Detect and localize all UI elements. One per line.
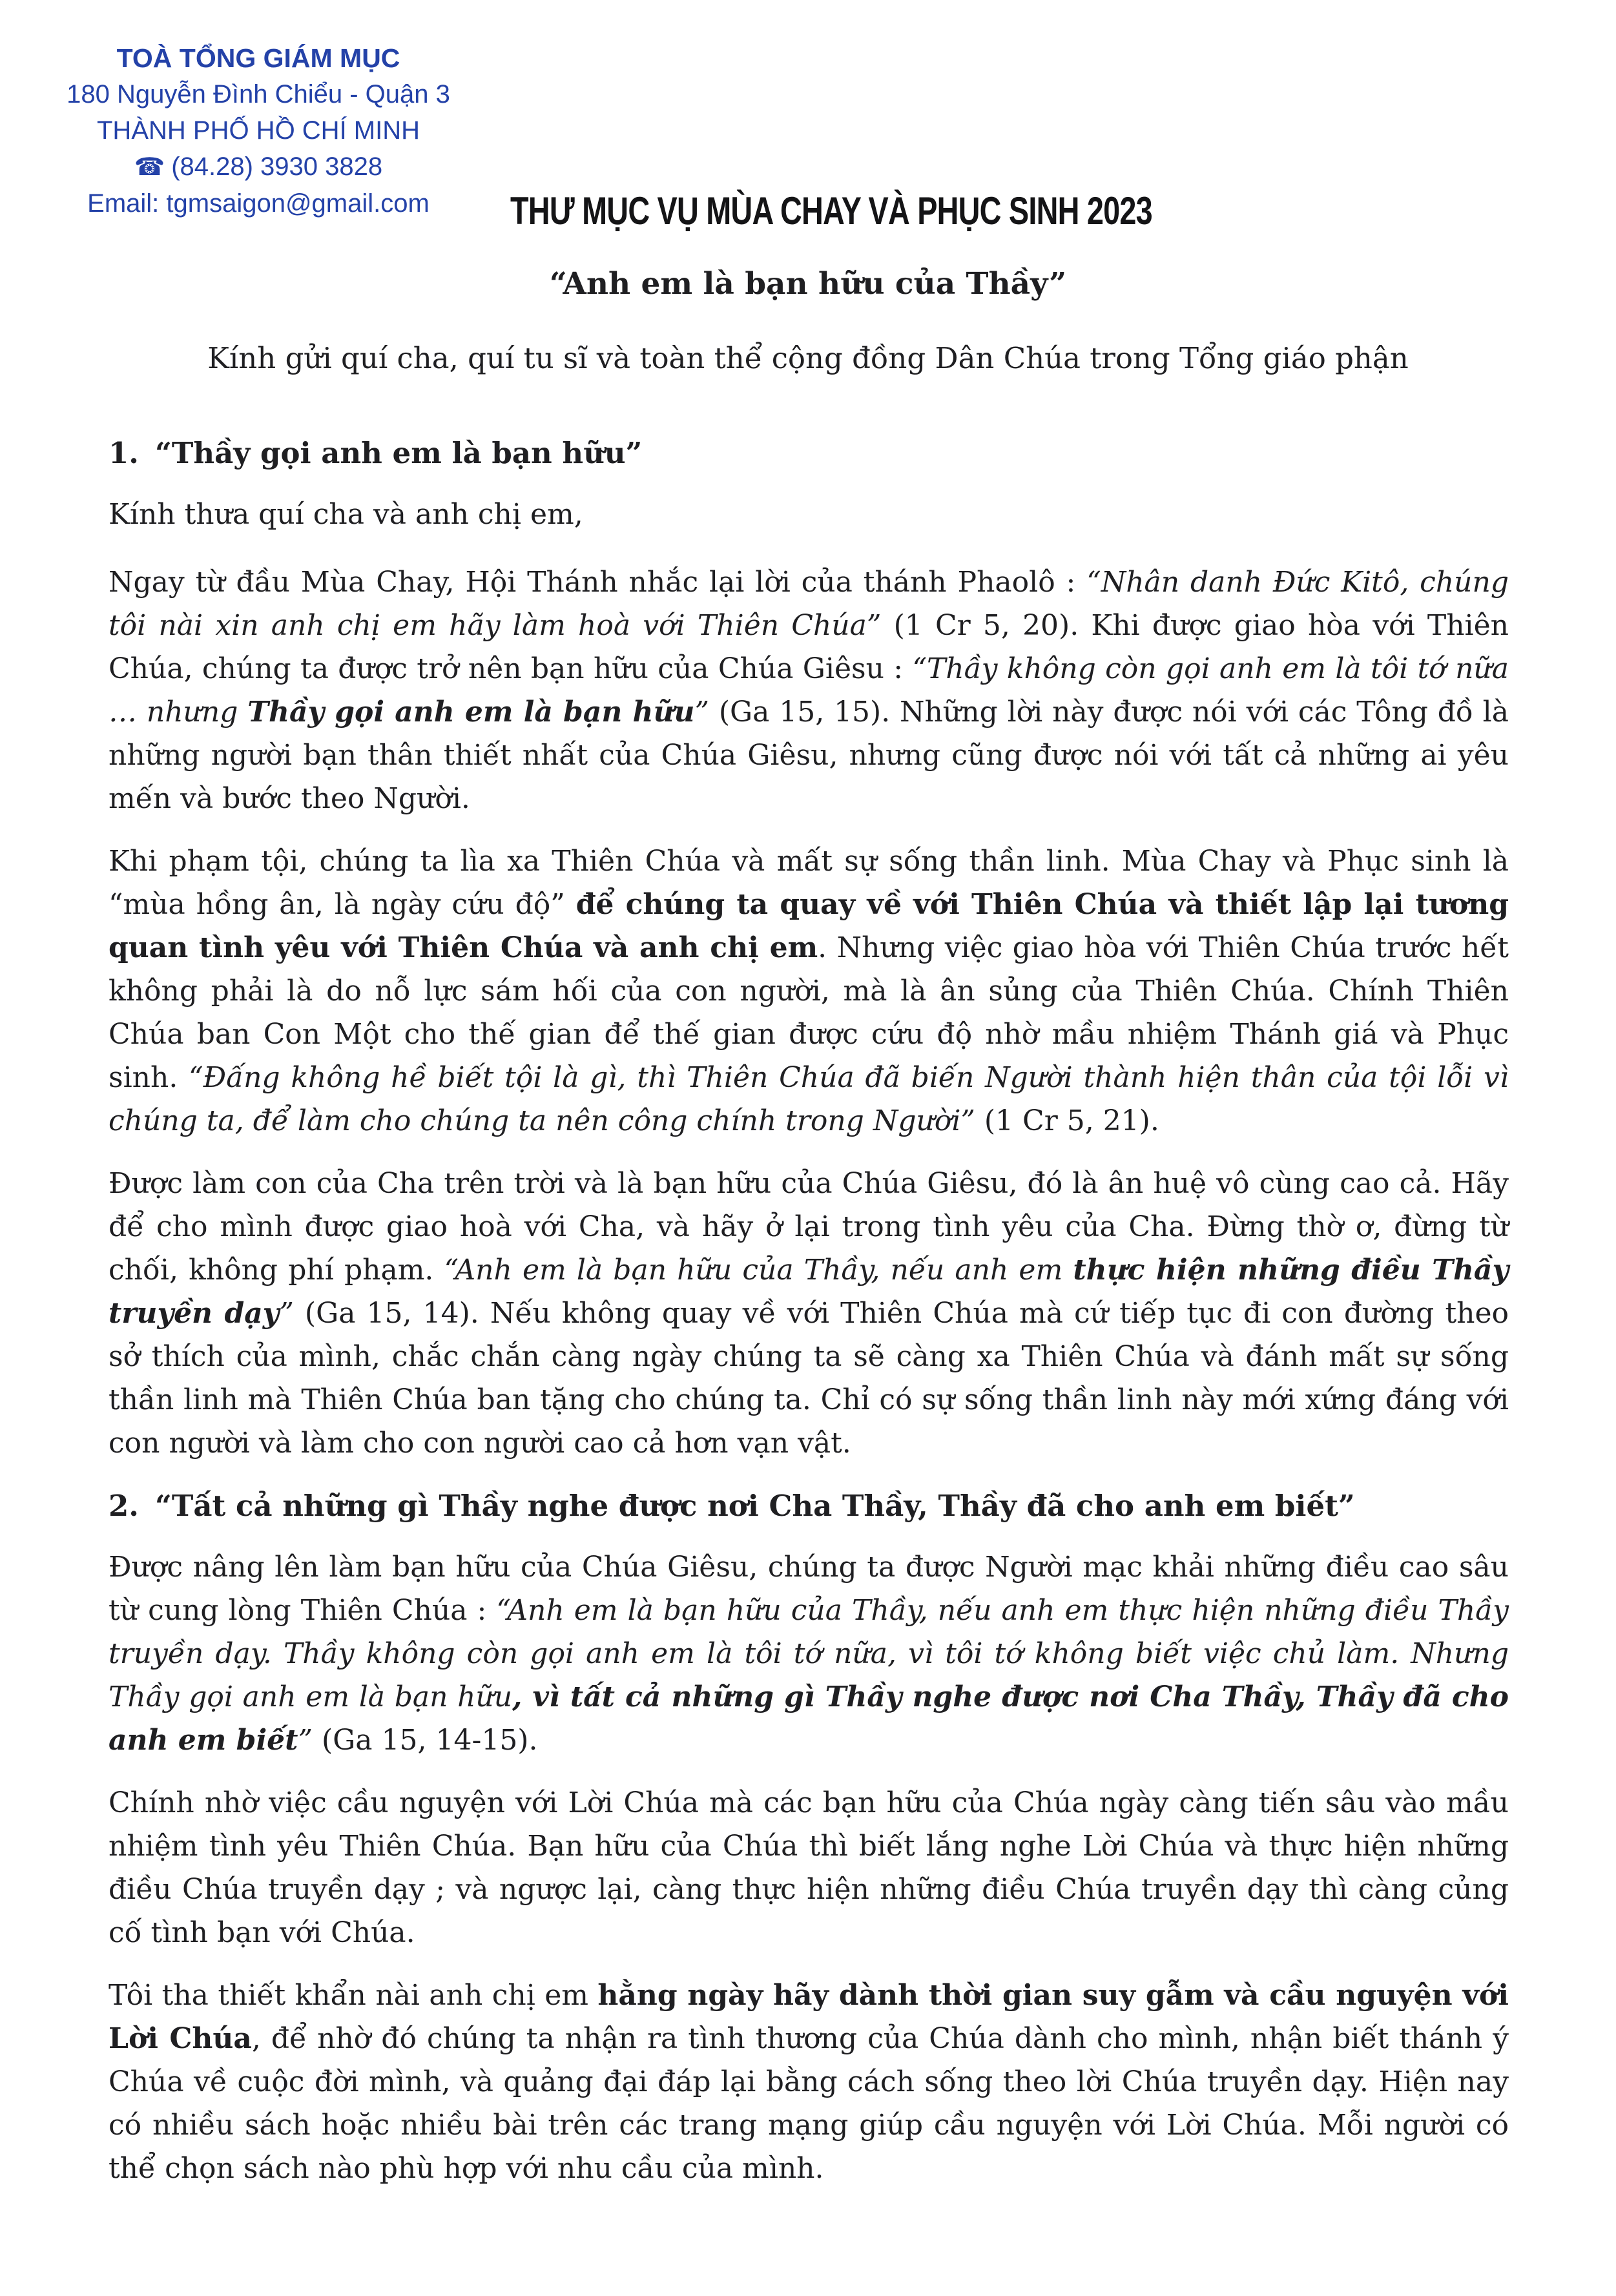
- organization-address: 180 Nguyễn Đình Chiểu - Quận 3: [67, 80, 450, 109]
- organization-email: Email: tgmsaigon@gmail.com: [87, 189, 430, 218]
- phone-number: (84.28) 3930 3828: [171, 152, 383, 181]
- paragraph: Ngay từ đầu Mùa Chay, Hội Thánh nhắc lại lời của thánh Phaolô : “Nhân danh Đức Kitô, chúng tôi nài xin anh chị em hãy làm hoà với Thiên Chúa” (1 Cr 5, 20). Khi được giao hòa với Thiên Chúa, chúng ta được trở nên bạn hữu của Chúa Giêsu : “Thầy không còn gọi anh em là tôi tớ nữa … nhưng Thầy gọi anh em là bạn hữu” (Ga 15, 15). Những lời này được nói với các Tông đồ là những người bạn thân thiết nhất của Chúa Giêsu, nhưng cũng được nói với tất cả những ai yêu mến và bước theo Người.: [109, 566, 1509, 815]
- phone-icon: ☎: [134, 154, 165, 181]
- paragraph: Tôi tha thiết khẩn nài anh chị em hằng ngày hãy dành thời gian suy gẫm và cầu nguyện với Lời Chúa, để nhờ đó chúng ta nhận ra tình thương của Chúa dành cho mình, nhận biết thánh ý Chúa về cuộc đời mình, và quảng đại đáp lại bằng cách sống theo lời Chúa truyền dạy. Hiện nay có nhiều sách hoặc nhiều bài trên các trang mạng giúp cầu nguyện với Lời Chúa. Mỗi người có thể chọn sách nào phù hợp với nhu cầu của mình.: [109, 1979, 1509, 2185]
- letterhead: [39, 40, 478, 222]
- paragraph: Khi phạm tội, chúng ta lìa xa Thiên Chúa và mất sự sống thần linh. Mùa Chay và Phục sinh là “mùa hồng ân, là ngày cứu độ” để chúng ta quay về với Thiên Chúa và thiết lập lại tương quan tình yêu với Thiên Chúa và anh chị em. Nhưng việc giao hòa với Thiên Chúa trước hết không phải là do nỗ lực sám hối của con người, mà là ân sủng của Thiên Chúa. Chính Thiên Chúa ban Con Một cho thế gian để thế gian được cứu độ nhờ mầu nhiệm Thánh giá và Phục sinh. “Đấng không hề biết tội là gì, thì Thiên Chúa đã biến Người thành hiện thân của tội lỗi vì chúng ta, để làm cho chúng ta nên công chính trong Người” (1 Cr 5, 21).: [109, 845, 1509, 1137]
- section-number: 1.: [109, 436, 139, 470]
- section-heading: [109, 431, 1509, 475]
- letter-body: [109, 431, 1509, 2209]
- section-heading: [109, 1484, 1509, 1527]
- paragraph: Chính nhờ việc cầu nguyện với Lời Chúa mà các bạn hữu của Chúa ngày càng tiến sâu vào mầu nhiệm tình yêu Thiên Chúa. Bạn hữu của Chúa thì biết lắng nghe Lời Chúa và thực hiện những điều Chúa truyền dạy ; và ngược lại, càng thực hiện những điều Chúa truyền dạy thì càng củng cố tình bạn với Chúa.: [109, 1786, 1509, 1949]
- address-line: Kính gửi quí cha, quí tu sĩ và toàn thể cộng đồng Dân Chúa trong Tổng giáo phận: [207, 341, 1409, 375]
- document-title: THƯ MỤC VỤ MÙA CHAY VÀ PHỤC SINH 2023: [510, 189, 1152, 233]
- organization-name: TOÀ TỔNG GIÁM MỤC: [116, 43, 400, 73]
- greeting: Kính thưa quí cha và anh chị em,: [109, 498, 583, 531]
- organization-city: THÀNH PHỐ HỒ CHÍ MINH: [97, 116, 420, 145]
- section-number: 2.: [109, 1489, 139, 1523]
- organization-phone: [39, 149, 478, 185]
- paragraph: Được nâng lên làm bạn hữu của Chúa Giêsu, chúng ta được Người mạc khải những điều cao sâu từ cung lòng Thiên Chúa : “Anh em là bạn hữu của Thầy, nếu anh em thực hiện những điều Thầy truyền dạy. Thầy không còn gọi anh em là tôi tớ nữa, vì tôi tớ không biết việc chủ làm. Nhưng Thầy gọi anh em là bạn hữu, vì tất cả những gì Thầy nghe được nơi Cha Thầy, Thầy đã cho anh em biết” (Ga 15, 14-15).: [109, 1551, 1509, 1757]
- paragraph: Được làm con của Cha trên trời và là bạn hữu của Chúa Giêsu, đó là ân huệ vô cùng cao cả. Hãy để cho mình được giao hoà với Cha, và hãy ở lại trong tình yêu của Cha. Đừng thờ ơ, đừng từ chối, không phí phạm. “Anh em là bạn hữu của Thầy, nếu anh em thực hiện những điều Thầy truyền dạy” (Ga 15, 14). Nếu không quay về với Thiên Chúa mà cứ tiếp tục đi con đường theo sở thích của mình, chắc chắn càng ngày chúng ta sẽ càng xa Thiên Chúa và đánh mất sự sống thần linh mà Thiên Chúa ban tặng cho chúng ta. Chỉ có sự sống thần linh này mới xứng đáng với con người và làm cho con người cao cả hơn vạn vật.: [109, 1167, 1509, 1460]
- section-title: “Tất cả những gì Thầy nghe được nơi Cha Thầy, Thầy đã cho anh em biết”: [155, 1489, 1355, 1523]
- section-title: “Thầy gọi anh em là bạn hữu”: [155, 436, 643, 470]
- document-subtitle: “Anh em là bạn hữu của Thầy”: [549, 266, 1067, 302]
